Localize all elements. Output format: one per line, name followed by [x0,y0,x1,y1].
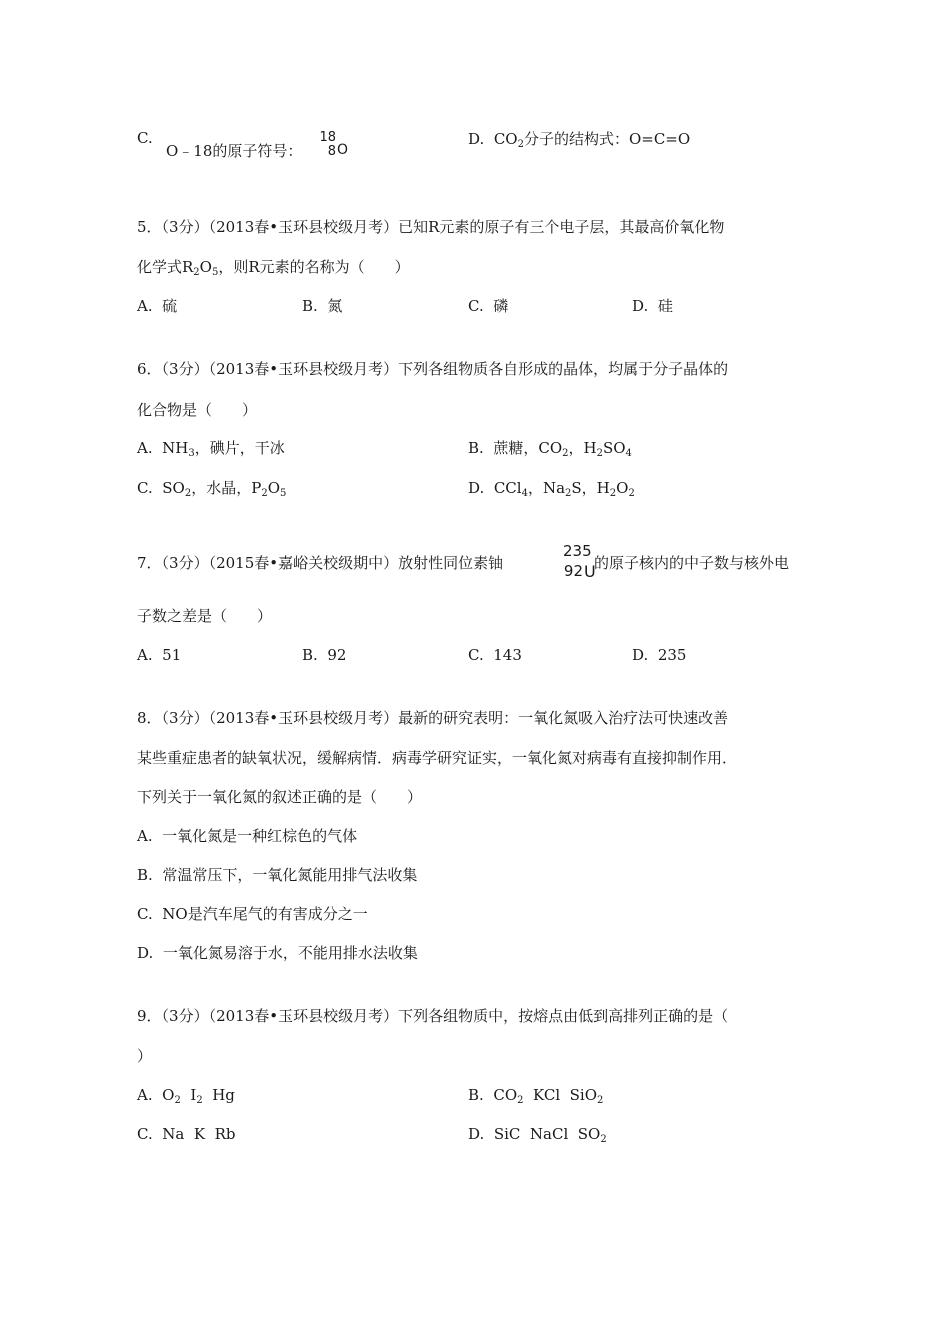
q9-stem-line1: 9．（3分）（2013春•玉环县校级月考）下列各组物质中，按熔点由低到高排列正确的是（ [137,1007,729,1025]
q4-option-c-label: C. [137,129,153,147]
q9-option-d: D. SiC NaCl $SO_2$ [468,1125,607,1145]
q5-option-a: A. 硫 [137,297,178,315]
q8-option-d: D. 一氧化氮易溶于水，不能用排水法收集 [137,944,418,962]
uranium-235-isotope-symbol [563,542,596,582]
isotope-atomic-number: 8 [327,144,336,159]
q7-option-d: D. 235 [632,646,687,664]
q4-option-d-label: D. [468,130,485,148]
q4-option-c-text: O﹣18的原子符号： [166,142,303,160]
q8-option-a: A. 一氧化氮是一种红棕色的气体 [137,827,358,845]
q9-option-b: B. $CO_2$ KCl SiO$_2$ [468,1086,604,1106]
q8-option-b: B. 常温常压下，一氧化氮能用排气法收集 [137,866,418,884]
q4-option-d [468,129,690,149]
q5-option-c: C. 磷 [468,297,509,315]
isotope-element-symbol: O [337,142,349,158]
isotope-mass-number: 18 [319,130,336,145]
q4-option-c [166,141,302,161]
q9-option-a: A. $O_2$ $I_2$ Hg [137,1086,235,1106]
q6-option-a: A. $NH_3$，碘片，干冰 [137,439,285,459]
q8-stem-line3: 下列关于一氧化氮的叙述正确的是（ ） [137,788,423,806]
q7-stem-pre: 7．（3分）（2015春•嘉峪关校级期中）放射性同位素铀 [137,554,504,572]
q7-stem-line2: 子数之差是（ ） [137,607,273,625]
q7-option-c: C. 143 [468,646,522,664]
q6-option-b: B. 蔗糖，$CO_2$，$H_2SO_4$ [468,439,632,459]
q7-option-a: A. 51 [137,646,182,664]
q7-stem-post: 的原子核内的中子数与核外电 [594,554,790,572]
isotope-notation [318,130,350,164]
oxygen-18-isotope-symbol [318,130,350,164]
isotope-atomic-number: 92 [563,562,583,580]
q5-option-d: D. 硅 [632,297,673,315]
q6-option-d: D. CCl$_4$，$Na_2S$，$H_2O_2$ [468,479,635,499]
q9-stem-line2: ） [137,1047,153,1065]
isotope-notation [563,542,596,582]
isotope-element-symbol: U [584,562,596,581]
q8-stem-line1: 8．（3分）（2013春•玉环县校级月考）最新的研究表明：一氧化氮吸入治疗法可快速改善 [137,709,729,727]
q6-stem-line1: 6．（3分）（2013春•玉环县校级月考）下列各组物质各自形成的晶体，均属于分子晶体的 [137,360,729,378]
q7-option-b: B. 92 [302,646,347,664]
q6-stem-line2: 化合物是（ ） [137,401,258,419]
q9-option-c: C. Na K Rb [137,1125,236,1143]
q8-stem-line2: 某些重症患者的缺氧状况，缓解病情．病毒学研究证实，一氧化氮对病毒有直接抑制作用． [137,749,738,767]
q4-option-d-text: $CO_2$分子的结构式：O=C=O [493,130,691,150]
q8-option-c: C. NO是汽车尾气的有害成分之一 [137,905,368,923]
q6-option-c: C. $SO_2$，水晶，$P_2O_5$ [137,479,287,499]
isotope-mass-number: 235 [563,542,592,560]
q5-stem-line2: 化学式$R_2O_5$，则R元素的名称为（ ） [137,258,410,278]
q5-stem-line1: 5．（3分）（2013春•玉环县校级月考）已知R元素的原子有三个电子层，其最高价氧化物 [137,218,725,236]
q5-option-b: B. 氮 [302,297,343,315]
